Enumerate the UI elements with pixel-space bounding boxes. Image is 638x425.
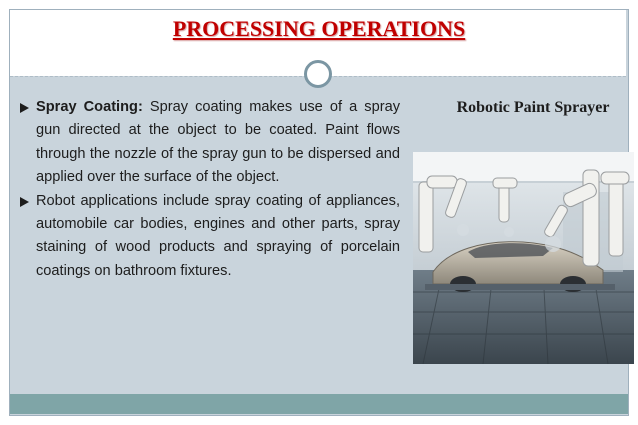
right-triangle-bullet-icon <box>20 103 29 113</box>
robot-paint-photo <box>413 152 634 364</box>
bullet-text: Robot applications include spray coating of appliances, automobile car bodies, engines and other parts, spray staining of wood products and spraying of porcelain coatings on bathroom fixtures. <box>36 192 400 279</box>
image-caption: Robotic Paint Sprayer <box>456 99 610 116</box>
right-triangle-bullet-icon <box>20 197 29 207</box>
bullet-item-spray-coating <box>20 96 400 190</box>
bullet-item-robot-applications <box>20 190 400 284</box>
robot-paint-illustration <box>413 152 634 364</box>
bullet-list <box>20 96 400 283</box>
circle-ring-icon <box>304 60 332 88</box>
footer-bar <box>10 394 628 414</box>
slide-title: PROCESSING OPERATIONS <box>172 16 466 41</box>
bullet-lead: Spray Coating: <box>36 99 143 115</box>
bullet-text: Spray coating makes use of a spray gun directed at the object to be coated. Paint flows through the nozzle of the spray gun to be dispersed and applied over the surface of the object. <box>36 99 400 186</box>
